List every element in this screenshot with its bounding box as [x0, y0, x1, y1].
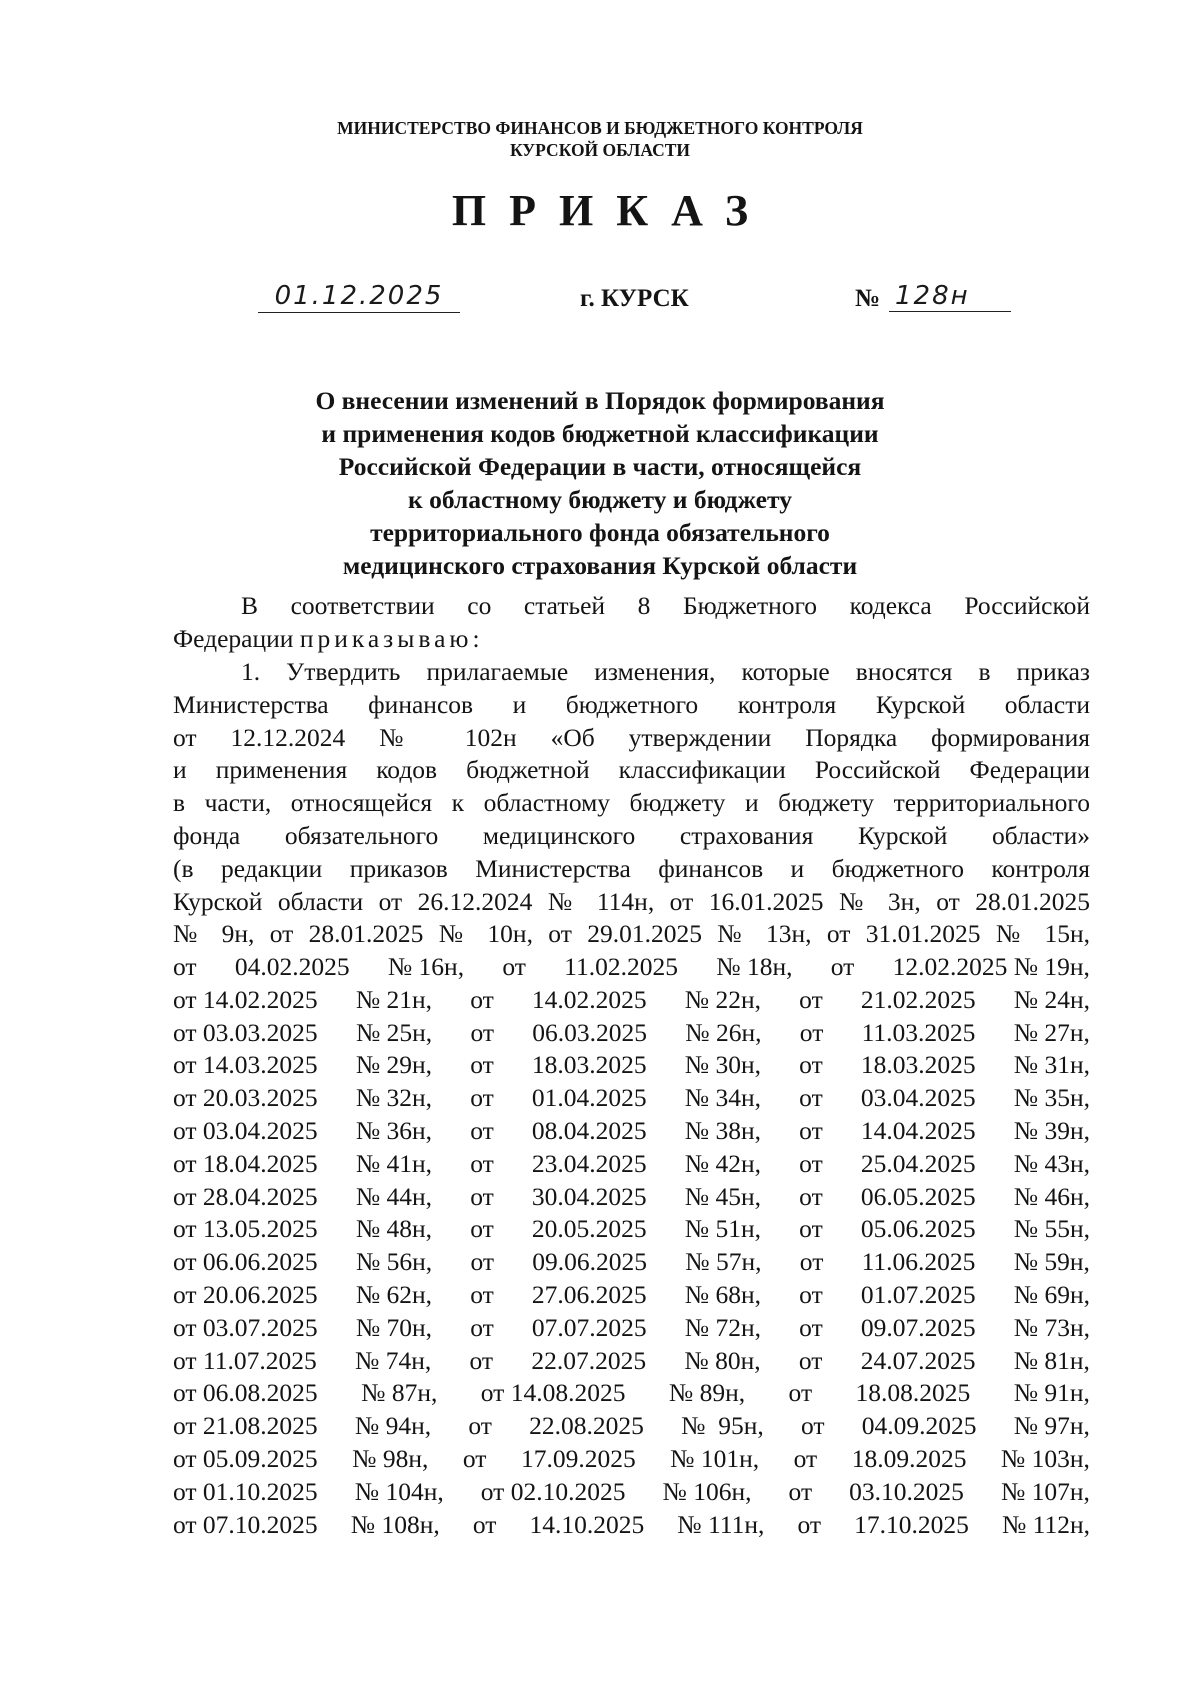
amendment-token: № 35н,	[1013, 1083, 1090, 1113]
order-number: 128н	[889, 280, 1011, 312]
amendment-token: от 07.10.2025	[173, 1509, 318, 1539]
amendment-row	[173, 1345, 1090, 1378]
amendment-token: № 25н,	[355, 1017, 433, 1047]
amendment-token: № 95н,	[681, 1411, 764, 1441]
amendment-token: № 81н,	[1013, 1345, 1090, 1375]
amendment-token: от 02.10.2025	[480, 1476, 626, 1506]
item-1-line: № 9н, от 28.01.2025 № 10н, от 29.01.2025 № 13н, от 31.01.2025 № 15н,	[173, 919, 1090, 949]
amendment-token: № 101н,	[670, 1443, 760, 1473]
amendment-token: 27.06.2025	[531, 1279, 647, 1309]
amendment-token: 18.03.2025	[860, 1050, 976, 1080]
amendment-token: от 05.09.2025	[173, 1443, 318, 1473]
amendment-token: № 43н,	[1013, 1148, 1090, 1178]
amendment-token: 08.04.2025	[531, 1115, 647, 1145]
amendment-token: 04.09.2025	[861, 1411, 977, 1441]
amendment-token: № 59н,	[1013, 1247, 1090, 1277]
amendment-token: от	[799, 1050, 823, 1080]
order-city: г. КУРСК	[580, 285, 689, 312]
amendment-token: от	[788, 1378, 813, 1408]
amendment-token: 09.06.2025	[532, 1247, 648, 1277]
amendment-token: от 03.03.2025	[173, 1017, 318, 1047]
amendment-token: № 103н,	[1000, 1443, 1090, 1473]
amendment-token: № 34н,	[684, 1083, 762, 1113]
amendment-token: 12.02.2025 № 19н,	[892, 952, 1090, 981]
amendment-token: № 57н,	[685, 1247, 762, 1277]
amendment-token: от	[468, 1411, 492, 1441]
amendment-token: 06.03.2025	[532, 1017, 648, 1047]
amendment-token: 18.08.2025	[855, 1378, 971, 1408]
amendment-token: № 31н,	[1013, 1050, 1090, 1080]
amendment-token: 17.10.2025	[854, 1509, 969, 1539]
amendment-row	[173, 1377, 1090, 1410]
amendment-token: от	[799, 1279, 823, 1309]
amendment-token: 14.04.2025	[860, 1115, 976, 1145]
amendment-token: № 46н,	[1013, 1181, 1090, 1211]
amendment-token: № 108н,	[350, 1509, 440, 1539]
item-1-line: 1. Утвердить прилагаемые изменения, которые вносятся в приказ	[241, 657, 1090, 686]
amendment-token: № 107н,	[1000, 1476, 1090, 1506]
amendment-row	[173, 1213, 1090, 1246]
preamble-text: Федерации	[173, 623, 300, 653]
amendment-token: от 03.04.2025	[173, 1115, 318, 1145]
amendment-token: № 106н,	[662, 1476, 752, 1506]
amendment-token: 04.02.2025	[234, 952, 350, 981]
amendment-token: от	[470, 1312, 494, 1342]
amendment-row	[173, 1443, 1090, 1476]
amendment-token: от 06.08.2025	[173, 1378, 318, 1408]
amendment-token: от	[798, 1345, 823, 1375]
amendment-row	[173, 951, 1090, 984]
amendment-token: № 36н,	[355, 1115, 433, 1145]
amendment-token: № 44н,	[355, 1181, 433, 1211]
subject-line: к областному бюджету и бюджету	[408, 485, 792, 514]
amendment-token: 20.05.2025	[531, 1214, 647, 1244]
amendment-token: № 97н,	[1013, 1411, 1090, 1441]
document-type-title: ПРИКАЗ	[451, 186, 772, 235]
amendment-token: № 38н,	[684, 1115, 762, 1145]
amendment-token: от	[799, 1017, 824, 1047]
amendment-token: от	[799, 1148, 823, 1178]
amendment-token: № 18н,	[716, 952, 793, 981]
amendment-token: 11.03.2025	[861, 1017, 976, 1047]
amendment-token: № 48н,	[355, 1214, 433, 1244]
amendment-token: 22.07.2025	[531, 1345, 647, 1375]
amendment-token: от	[469, 1345, 494, 1375]
subject-line: территориального фонда обязательного	[370, 518, 830, 547]
amendment-token: от	[800, 1411, 825, 1441]
amendment-token: 06.05.2025	[860, 1181, 976, 1211]
item-1-line: фонда обязательного медицинского страхования Курской области»	[173, 820, 1090, 850]
preamble-colon: :	[472, 623, 480, 653]
amendment-row	[173, 1476, 1090, 1509]
amendment-token: № 32н,	[355, 1083, 433, 1113]
amendment-token: от	[793, 1443, 818, 1473]
amendment-token: от	[470, 1279, 494, 1309]
item-1-paragraph	[173, 656, 1090, 951]
amendment-token: № 112н,	[1001, 1509, 1090, 1539]
amendment-row	[173, 1049, 1090, 1082]
amendment-token: 09.07.2025	[860, 1312, 976, 1342]
amendment-token: 01.04.2025	[531, 1083, 647, 1113]
amendment-token: от	[470, 1214, 494, 1244]
subject-line: О внесении изменений в Порядок формирования	[315, 386, 885, 415]
amendment-token: от 11.07.2025	[173, 1345, 317, 1375]
amendment-token: от	[470, 1181, 494, 1211]
amendment-token: от	[502, 952, 526, 981]
amendment-token: № 45н,	[684, 1181, 762, 1211]
amendment-token: № 30н,	[684, 1050, 762, 1080]
amendment-token: № 69н,	[1013, 1279, 1090, 1309]
item-1-line: и применения кодов бюджетной классификации Российской Федерации	[173, 755, 1090, 785]
amendment-token: № 27н,	[1013, 1017, 1090, 1047]
amendment-token: от	[797, 1509, 822, 1539]
order-number-label: №	[855, 285, 881, 312]
amendment-token: от 13.05.2025	[173, 1214, 318, 1244]
amendment-token: от	[470, 1050, 494, 1080]
amendment-token: 11.06.2025	[861, 1247, 976, 1277]
item-1-line: от 12.12.2024 № 102н «Об утверждении Порядка формирования	[173, 722, 1090, 752]
amendment-token: от	[799, 1115, 823, 1145]
amendment-token: от	[830, 952, 855, 981]
amendment-token: от 06.06.2025	[173, 1247, 318, 1277]
amendment-token: 24.07.2025	[860, 1345, 976, 1375]
amendment-token: от 14.02.2025	[173, 984, 318, 1014]
amendment-token: № 80н,	[684, 1345, 761, 1375]
amendment-token: от	[462, 1443, 487, 1473]
amendment-token: № 72н,	[684, 1312, 762, 1342]
amendment-token: от	[470, 1017, 495, 1047]
amendment-row	[173, 1148, 1090, 1181]
amendment-token: от 21.08.2025	[173, 1411, 318, 1441]
amendment-token: 07.07.2025	[531, 1312, 647, 1342]
amendment-token: № 87н,	[361, 1378, 438, 1408]
amendment-token: 05.06.2025	[860, 1214, 976, 1244]
amendment-token: № 89н,	[668, 1378, 746, 1408]
amendment-row	[173, 1410, 1090, 1443]
amendment-token: № 51н,	[684, 1214, 762, 1244]
amendment-token: № 41н,	[355, 1148, 433, 1178]
preamble-paragraph	[173, 590, 1090, 656]
amendment-token: № 111н,	[677, 1509, 765, 1539]
amendment-token: 18.03.2025	[531, 1050, 647, 1080]
amendment-list	[173, 951, 1090, 1541]
amendment-token: № 21н,	[355, 984, 433, 1014]
item-1-line: Курской области от 26.12.2024 № 114н, от 16.01.2025 № 3н, от 28.01.2025	[173, 886, 1090, 916]
order-date: 01.12.2025	[258, 280, 460, 313]
amendment-token: 14.10.2025	[529, 1509, 645, 1539]
amendment-token: № 98н,	[352, 1443, 429, 1473]
item-1-line: Министерства финансов и бюджетного контроля Курской области	[173, 689, 1090, 719]
order-subject	[0, 384, 1200, 582]
amendment-token: № 94н,	[354, 1411, 432, 1441]
amendment-row	[173, 1509, 1090, 1542]
ministry-name-line2: КУРСКОЙ ОБЛАСТИ	[509, 140, 691, 160]
amendment-token: от	[799, 1214, 823, 1244]
amendment-token: № 91н,	[1013, 1378, 1090, 1408]
ministry-name-line1: МИНИСТЕРСТВО ФИНАНСОВ И БЮДЖЕТНОГО КОНТРОЛЯ	[337, 118, 863, 138]
amendment-token: 23.04.2025	[531, 1148, 647, 1178]
amendment-row	[173, 1279, 1090, 1312]
amendment-token: от	[173, 952, 197, 981]
amendment-token: 22.08.2025	[529, 1411, 644, 1441]
amendment-token: № 29н,	[355, 1050, 433, 1080]
amendment-token: 25.04.2025	[860, 1148, 976, 1178]
amendment-token: № 62н,	[355, 1279, 433, 1309]
amendment-token: № 24н,	[1013, 984, 1090, 1014]
amendment-token: 18.09.2025	[851, 1443, 967, 1473]
amendment-token: от	[470, 1148, 494, 1178]
amendment-row	[173, 1115, 1090, 1148]
amendment-token: от	[470, 1115, 494, 1145]
amendment-token: № 104н,	[354, 1476, 444, 1506]
amendment-token: от	[799, 1247, 824, 1277]
amendment-token: 30.04.2025	[531, 1181, 647, 1211]
amendment-token: № 26н,	[685, 1017, 762, 1047]
amendment-token: от 18.04.2025	[173, 1148, 318, 1178]
amendment-row	[173, 984, 1090, 1017]
amendment-row	[173, 1246, 1090, 1279]
amendment-token: от 14.03.2025	[173, 1050, 318, 1080]
amendment-token: от	[799, 1312, 823, 1342]
amendment-token: от 01.10.2025	[173, 1476, 318, 1506]
amendment-token: от	[799, 984, 823, 1014]
amendment-row	[173, 1017, 1090, 1050]
subject-line: Российской Федерации в части, относящейся	[338, 452, 862, 481]
amendment-token: 03.04.2025	[860, 1083, 976, 1113]
amendment-token: 01.07.2025	[860, 1279, 976, 1309]
preamble-line	[173, 623, 1090, 656]
subject-line: медицинского страхования Курской области	[342, 551, 858, 580]
amendment-row	[173, 1082, 1090, 1115]
amendment-token: 11.02.2025	[564, 952, 678, 981]
amendment-token: от	[472, 1509, 497, 1539]
amendment-token: от 28.04.2025	[173, 1181, 318, 1211]
amendment-token: № 70н,	[355, 1312, 433, 1342]
amendment-token: от	[799, 1181, 823, 1211]
subject-line: и применения кодов бюджетной классификации	[321, 419, 879, 448]
amendment-token: № 56н,	[355, 1247, 433, 1277]
amendment-token: от	[799, 1083, 823, 1113]
amendment-token: № 68н,	[684, 1279, 762, 1309]
amendment-token: от	[470, 1083, 494, 1113]
amendment-token: 03.10.2025	[849, 1476, 964, 1506]
amendment-token: от	[470, 984, 494, 1014]
amendment-token: № 22н,	[684, 984, 762, 1014]
amendment-token: № 42н,	[684, 1148, 762, 1178]
amendment-token: от 14.08.2025	[480, 1378, 626, 1408]
amendment-token: от	[470, 1247, 495, 1277]
amendment-token: № 73н,	[1013, 1312, 1090, 1342]
amendment-token: 17.09.2025	[520, 1443, 636, 1473]
amendment-token: от 20.06.2025	[173, 1279, 318, 1309]
amendment-token: от 20.03.2025	[173, 1083, 318, 1113]
preamble-order-word: приказываю	[299, 623, 473, 653]
amendment-token: 14.02.2025	[531, 984, 647, 1014]
amendment-token: 21.02.2025	[860, 984, 976, 1014]
item-1-line: в части, относящейся к областному бюджету и бюджету территориального	[173, 788, 1090, 818]
amendment-row	[173, 1312, 1090, 1345]
amendment-row	[173, 1181, 1090, 1214]
item-1-line: (в редакции приказов Министерства финансов и бюджетного контроля	[173, 853, 1090, 883]
amendment-token: от 03.07.2025	[173, 1312, 318, 1342]
amendment-token: № 39н,	[1013, 1115, 1090, 1145]
amendment-token: от	[788, 1476, 813, 1506]
amendment-token: № 74н,	[355, 1345, 432, 1375]
preamble-line: В соответствии со статьей 8 Бюджетного кодекса Российской	[241, 591, 1090, 620]
amendment-token: № 16н,	[387, 952, 465, 981]
amendment-token: № 55н,	[1013, 1214, 1090, 1244]
